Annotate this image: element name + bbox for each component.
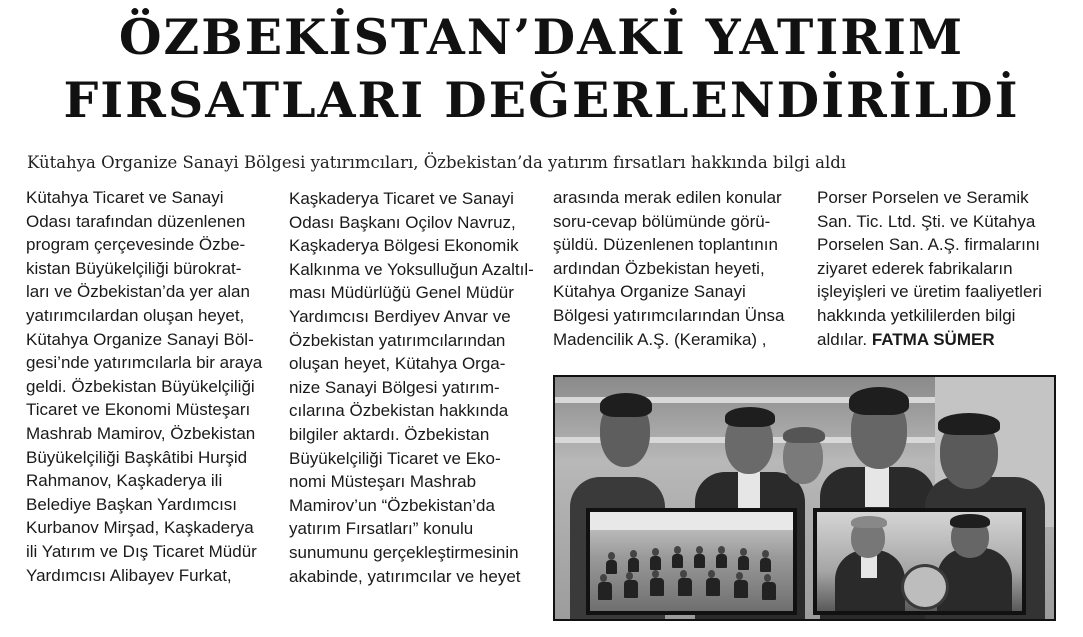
article-line [26, 493, 266, 517]
article-line [26, 210, 266, 234]
article-line [553, 186, 803, 210]
article-line-text: Mashrab Mamirov, Özbekistan [26, 423, 256, 443]
article-line-text: arasında merak edilen konular [553, 188, 782, 207]
article-line-text: Belediye Başkan Yardımcısı [26, 494, 238, 514]
article-line [553, 280, 803, 304]
article-line-text: San. Tic. Ltd. Şti. ve Kütahya [817, 211, 1036, 231]
article-line-text: gesi’nde yatırımcılarla bir araya [26, 353, 263, 373]
article-line [289, 541, 539, 565]
article-line-text: Yardımcısı Berdiyev Anvar ve [289, 306, 511, 326]
inset-photo-audience [586, 508, 797, 615]
article-line [289, 565, 539, 589]
article-line [289, 494, 539, 518]
article-line-text: Kütahya Ticaret ve Sanayi [26, 188, 224, 207]
article-line [553, 328, 803, 352]
article-line-text: ardından Özbekistan heyeti, [553, 258, 765, 278]
article-line [289, 281, 539, 305]
article-line-text: Madencilik A.Ş. (Keramika) , [553, 329, 767, 349]
article-line [26, 446, 266, 470]
article-line-text: kistan Büyükelçiliği bürokrat- [26, 258, 242, 278]
article-line-text: aldılar. [817, 329, 868, 349]
article-line [26, 280, 266, 304]
article-line [26, 516, 266, 540]
article-line-text: Ticaret ve Ekonomi Müsteşarı [26, 400, 251, 420]
article-line-text: Porser Porselen ve Seramik [817, 188, 1029, 207]
article-line [817, 304, 1067, 328]
inset-photo-plaque [813, 508, 1026, 615]
article-column-3 [553, 186, 803, 351]
article-line-text: Kütahya Organize Sanayi Böl- [26, 329, 254, 349]
article-line [817, 233, 1067, 257]
article-line-text: soru-cevap bölümünde görü- [553, 211, 771, 231]
article-line-text: sunumunu gerçekleştirmesinin [289, 542, 519, 562]
article-line-text: Mamirov’un “Özbekistan’da [289, 495, 495, 515]
article-line [26, 351, 266, 375]
article-line [289, 329, 539, 353]
article-line-text: geldi. Özbekistan Büyükelçiliği [26, 376, 255, 396]
article-line [553, 210, 803, 234]
headline-line-1: ÖZBEKİSTAN’DAKİ YATIRIM [118, 8, 965, 66]
headline-line-2: FIRSATLARI DEĞERLENDİRİLDİ [63, 71, 1020, 129]
article-line [26, 422, 266, 446]
article-line-text: cılarına Özbekistan hakkında [289, 401, 509, 421]
article-line [817, 186, 1067, 210]
article-line [289, 376, 539, 400]
article-column-1 [26, 186, 266, 587]
article-line [553, 257, 803, 281]
article-line-text: ları ve Özbekistan’da yer alan [26, 282, 250, 302]
article-line-text: Odası Başkanı Oçilov Navruz, [289, 212, 516, 232]
article-line-text: Kalkınma ve Yoksulluğun Azaltıl- [289, 259, 534, 279]
article-line-text: şüldü. Düzenlenen toplantının [553, 235, 778, 255]
article-line [553, 304, 803, 328]
article-line [289, 399, 539, 423]
article-line [289, 517, 539, 541]
article-line-text: yatırımcılardan oluşan heyet, [26, 305, 245, 325]
article-line [26, 304, 266, 328]
article-line-text: nomi Müsteşarı Mashrab [289, 472, 477, 492]
article-line [289, 305, 539, 329]
article-line [26, 469, 266, 493]
subheadline: Kütahya Organize Sanayi Bölgesi yatırımcıları, Özbekistan’da yatırım fırsatları hakkında bilgi aldı [27, 153, 847, 172]
article-line-text: Özbekistan yatırımcılarından [289, 330, 506, 350]
article-line [26, 257, 266, 281]
article-line-text: ili Yatırım ve Dış Ticaret Müdür [26, 541, 257, 561]
article-line-text: Odası tarafından düzenlenen [26, 211, 246, 231]
article-line [289, 187, 539, 211]
article-line-text: yatırım Fırsatları” konulu [289, 519, 474, 539]
article-line [817, 328, 1067, 352]
article-line [289, 258, 539, 282]
article-line-text: Bölgesi yatırımcılarından Ünsa [553, 305, 785, 325]
byline: FATMA SÜMER [871, 329, 995, 349]
article-line [26, 186, 266, 210]
article-line [289, 211, 539, 235]
article-line-text: Rahmanov, Kaşkaderya ili [26, 471, 223, 491]
article-line-text: Yardımcısı Alibayev Furkat, [26, 565, 232, 585]
article-line-text: Kaşkaderya Bölgesi Ekonomik [289, 236, 519, 256]
article-line-text: nize Sanayi Bölgesi yatırım- [289, 377, 500, 397]
article-line [26, 328, 266, 352]
article-line-text: Kütahya Organize Sanayi [553, 282, 746, 302]
article-column-4 [817, 186, 1067, 351]
headline [0, 6, 1083, 132]
article-line-text: Büyükelçiliği Başkâtibi Hurşid [26, 447, 248, 467]
article-line [26, 540, 266, 564]
article-line [26, 375, 266, 399]
article-line [289, 447, 539, 471]
article-line [26, 564, 266, 588]
article-column-2 [289, 187, 539, 588]
article-line-text: hakkında yetkililerden bilgi [817, 305, 1016, 325]
article-line [817, 280, 1067, 304]
article-line-text: işleyişleri ve üretim faaliyetleri [817, 282, 1042, 302]
article-line [289, 470, 539, 494]
article-line [817, 210, 1067, 234]
article-line [289, 423, 539, 447]
article-line-text: bilgiler aktardı. Özbekistan [289, 424, 490, 444]
article-line [289, 234, 539, 258]
article-line [26, 233, 266, 257]
article-line [817, 257, 1067, 281]
article-line-text: oluşan heyet, Kütahya Orga- [289, 354, 506, 374]
article-line-text: Kurbanov Mirşad, Kaşkaderya [26, 518, 254, 538]
article-line-text: Porselen San. A.Ş. firmalarını [817, 235, 1040, 255]
article-line [553, 233, 803, 257]
article-line [26, 398, 266, 422]
article-line-text: program çerçevesinde Özbe- [26, 235, 246, 255]
article-line [289, 352, 539, 376]
article-line-text: Kaşkaderya Ticaret ve Sanayi [289, 189, 514, 208]
article-line-text: ması Müdürlüğü Genel Müdür [289, 283, 514, 303]
article-line-text: ziyaret ederek fabrikaların [817, 258, 1013, 278]
article-line-text: akabinde, yatırımcılar ve heyet [289, 566, 521, 586]
article-line-text: Büyükelçiliği Ticaret ve Eko- [289, 448, 501, 468]
